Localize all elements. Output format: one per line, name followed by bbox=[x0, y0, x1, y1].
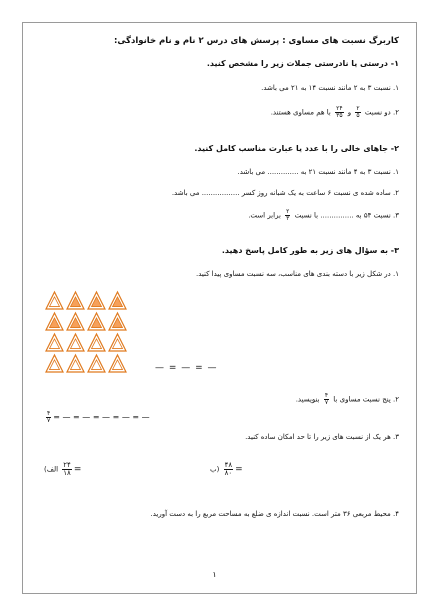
q3-prefix: ۳. نسبت ۵۴ به ............... با نسبت bbox=[294, 211, 399, 220]
numerator: ۲ bbox=[286, 208, 290, 215]
fraction bbox=[335, 106, 343, 119]
section3-q3: ۳. هر یک از نسبت های زیر را تا حد امکان ساده کنید. bbox=[245, 433, 399, 441]
q2-suffix: بنویسید. bbox=[295, 395, 320, 404]
section1-q1: ۱. نسبت ۳ به ۲ مانند نسبت ۱۴ به ۲۱ می باشد. bbox=[261, 84, 399, 92]
numerator: ۲۴ bbox=[336, 105, 343, 112]
section2-q3 bbox=[248, 209, 399, 222]
numerator: ۴ bbox=[324, 392, 329, 399]
numerator: ۲ bbox=[356, 105, 360, 112]
equals-sign: = bbox=[73, 464, 82, 475]
fraction bbox=[285, 209, 290, 222]
label-a: (الف bbox=[44, 465, 59, 474]
denominator: ۷ bbox=[324, 399, 329, 406]
fraction bbox=[324, 393, 329, 406]
q2-and: و bbox=[347, 108, 352, 117]
section3-q1: ۱. در شکل زیر با دسته بندی های مناسب، سه نسبت مساوی پیدا کنید. bbox=[196, 270, 399, 278]
numerator: ۴۸ bbox=[224, 461, 233, 469]
triangle-grid bbox=[44, 290, 134, 380]
section2-heading: ۲- جاهای خالی را با عدد یا عبارت مناسب کامل کنید. bbox=[194, 144, 399, 153]
section3-heading: ۳- به سؤال های زیر به طور کامل پاسخ دهید. bbox=[221, 246, 399, 255]
section1-heading: ۱- درستی یا نادرستی جملات زیر را مشخص کنید. bbox=[206, 59, 399, 68]
section3-q2 bbox=[296, 393, 399, 406]
chain-blanks: = — = — = — = — = — bbox=[53, 412, 150, 422]
section3-q4: ۴. محیط مربعی ۳۶ متر است. نسبت اندازه ی ضلع به مساحت مربع را به دست آورید. bbox=[150, 510, 399, 518]
denominator: ۸۰ bbox=[224, 469, 233, 477]
numerator: ۲۴ bbox=[63, 461, 71, 469]
q2-prefix: ۲. دو نسبت bbox=[364, 108, 399, 117]
equal-ratio-chain bbox=[44, 411, 150, 424]
denominator: ۵ bbox=[356, 112, 360, 119]
q3-suffix: برابر است. bbox=[248, 211, 281, 220]
fraction bbox=[355, 106, 360, 119]
page-number: ۱ bbox=[212, 570, 217, 579]
q2-prefix: ۲. پنج نسبت مساوی با bbox=[333, 395, 399, 404]
section2-q1: ۱. نسبت ۳ به ۴ مانند نسبت ۲۱ به .............. می باشد. bbox=[237, 168, 399, 176]
simplify-a bbox=[44, 462, 81, 477]
fraction bbox=[224, 462, 234, 477]
q2-suffix: با هم مساوی هستند. bbox=[270, 108, 331, 117]
denominator: ۱۸ bbox=[63, 469, 71, 477]
denominator: ۳ bbox=[286, 215, 290, 222]
ratio-blanks: — = — = — bbox=[155, 363, 218, 373]
fraction bbox=[62, 462, 72, 477]
fraction bbox=[46, 411, 51, 424]
section2-q2: ۲. ساده شده ی نسبت ۶ ساعت به یک شبانه روز کسر ................. می باشد. bbox=[171, 189, 399, 197]
denominator: ۷ bbox=[47, 417, 51, 424]
equals-sign: = bbox=[235, 464, 243, 475]
section1-q2 bbox=[271, 106, 399, 119]
label-b: ب) bbox=[210, 465, 220, 474]
worksheet-title: کاربرگ نسبت های مساوی : پرسش های درس ۲ نام و نام خانوادگی: bbox=[114, 36, 399, 46]
numerator: ۴ bbox=[47, 410, 51, 417]
simplify-b bbox=[210, 462, 243, 477]
denominator: ۳۵ bbox=[336, 112, 343, 119]
